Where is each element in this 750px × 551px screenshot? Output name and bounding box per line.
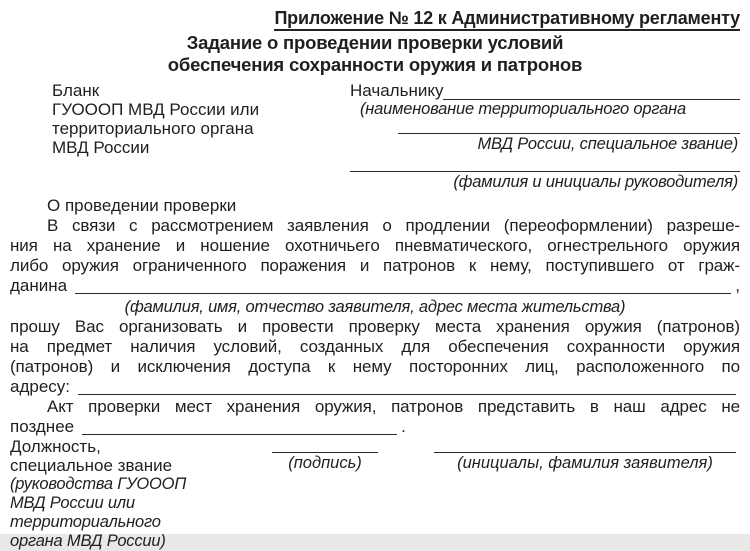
addressee-hint-org: (наименование территориального органа [360,100,686,118]
fill-line-initials [434,450,736,453]
addressee-block [350,81,740,192]
p2-line3: (патронов) и исключения доступа к нему посторонних лиц, расположенного по [10,357,740,376]
paragraph-1 [10,216,740,317]
addressee-hint-rank: МВД России, специальное звание) [477,135,738,153]
p1-line1: В связи с рассмотрением заявления о продлении (переоформлении) разреше- [47,216,740,235]
fill-line-chief-name [350,155,740,172]
fill-line-signature [272,450,378,453]
p1-hint: (фамилия, имя, отчество заявителя, адрес места жительства) [124,298,626,316]
p1-line3: либо оружия ограниченного поражения и патронов к нему, поступившего от граж- [10,256,740,275]
addressee-label: Начальнику [350,81,444,100]
fill-line-address [78,379,736,395]
p2-line2: на предмет наличия условий, созданных для обеспечения сохранности оружия [10,337,740,356]
p2-line1: прошу Вас организовать и провести проверку места хранения оружия (патронов) [10,317,740,336]
p1-line4-prefix: данина [10,276,68,295]
fill-line-deadline [82,419,397,435]
p3-line2 [10,417,740,437]
p1-line4 [10,276,740,296]
signature-name-column [434,437,736,473]
signature-note-line3: органа МВД России) [10,532,166,550]
signature-note-line2: МВД России или территориального [10,494,161,531]
p2-line4-prefix: адресу: [10,377,71,396]
signature-position-line1: Должность, [10,437,101,456]
signature-sign-column [272,437,378,473]
subject-line: О проведении проверки [47,196,237,215]
paragraph-3 [10,397,740,437]
fill-line-citizen-name [75,278,731,294]
signature-left-column [10,437,262,551]
appendix-header-text: Приложение № 12 к Административному регламенту [274,8,740,31]
letterhead-line: ГУОООП МВД России или [52,100,260,119]
spacer [434,437,736,450]
addressee-label-row [350,81,740,100]
addressee-hint-name: (фамилия и инициалы руководителя) [453,173,738,191]
document-title-line2: обеспечения сохранности оружия и патронов [167,53,583,75]
p1-line2: ния на хранение и ношение охотничьего пневматического, огнестрельного оружия [10,236,740,255]
paragraph-2 [10,317,740,397]
document-title-line1: Задание о проведении проверки условий [186,32,564,53]
p3-line2-suffix: . [401,417,406,436]
signature-name-hint: (инициалы, фамилия заявителя) [457,454,713,472]
fill-line-org-name [443,84,740,100]
fill-line-org-continued [398,119,740,134]
p3-line1: Акт проверки мест хранения оружия, патронов представить в наш адрес не [47,397,740,416]
letterhead-line: Бланк [52,81,100,100]
spacer [272,437,378,450]
letterhead-line: МВД России [52,138,150,157]
p1-line4-suffix: , [735,276,740,295]
signature-block [10,437,740,551]
letterhead-block [52,81,342,192]
p3-line2-prefix: позднее [10,417,75,436]
document-title [10,32,740,75]
letterhead-addressee-block [10,81,740,192]
p2-line4 [10,377,740,397]
appendix-header [10,8,740,29]
signature-note-line1: (руководства ГУОООП [10,475,187,493]
signature-sign-hint: (подпись) [288,454,362,472]
letterhead-line: территориального органа [52,119,254,138]
signature-position-line2: специальное звание [10,456,173,475]
